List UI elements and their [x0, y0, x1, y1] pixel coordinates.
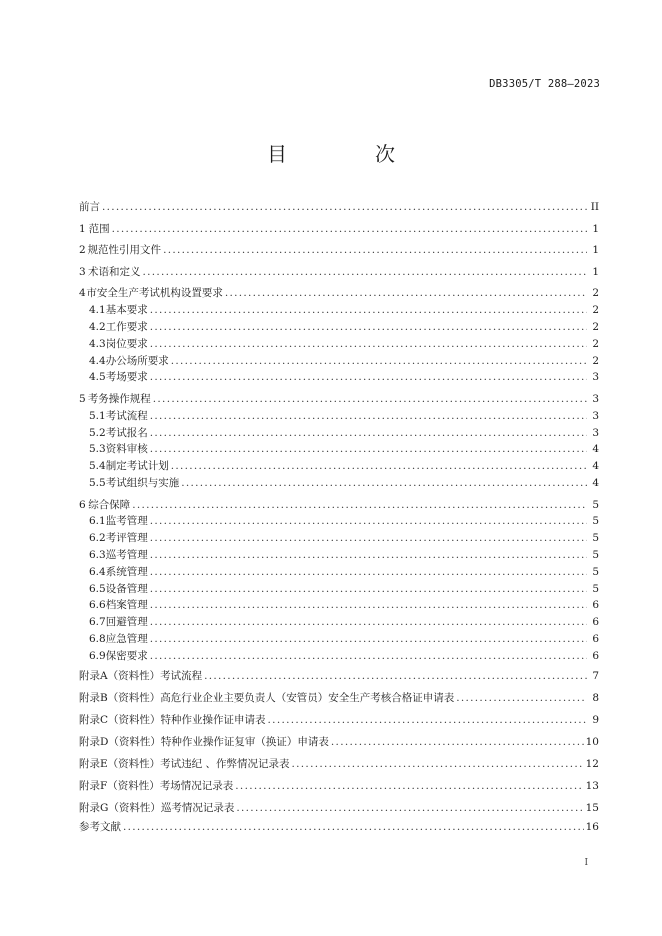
toc-leader-dots [150, 631, 587, 648]
toc-entry-page: 2 [592, 354, 599, 367]
toc-entry-number: 4.3 [89, 337, 106, 350]
toc-entry-number: 附录A（资料性） [79, 669, 161, 682]
toc-entry-page: 6 [592, 649, 599, 662]
toc-entry-number: 4.2 [89, 320, 106, 333]
toc-entry-label: 考场情况记录表 [159, 779, 234, 792]
toc-leader-dots [204, 665, 587, 687]
toc-entry-label: 前言 [79, 201, 100, 213]
toc-entry-page: 5 [592, 548, 599, 561]
toc-entry[interactable] [79, 775, 599, 797]
toc-entry-number: 5.5 [89, 476, 106, 489]
toc-entry-number: 5.2 [89, 426, 106, 439]
toc-entry[interactable] [79, 353, 599, 370]
page-title: 目 次 [267, 142, 429, 166]
toc-leader-dots [236, 797, 583, 819]
toc-entry[interactable] [79, 285, 599, 302]
toc-leader-dots [456, 687, 587, 709]
toc-leader-dots [171, 458, 587, 475]
toc-entry[interactable] [79, 709, 599, 731]
toc-leader-dots [150, 425, 587, 442]
toc-entry[interactable] [79, 597, 599, 614]
toc-entry[interactable] [79, 648, 599, 665]
toc-entry-label: 岗位要求 [105, 337, 148, 350]
toc-entry[interactable] [79, 530, 599, 547]
toc-entry-label: 保密要求 [105, 649, 148, 662]
toc-entry[interactable] [79, 391, 599, 408]
toc-entry-label: 考试报名 [105, 426, 148, 439]
toc-entry-page: 13 [585, 779, 599, 792]
toc-entry[interactable] [79, 631, 599, 648]
toc-entry-label: 工作要求 [105, 320, 148, 333]
toc-entry[interactable] [79, 458, 599, 475]
toc-entry-number: 4.1 [89, 304, 106, 317]
toc-entry-page: II [590, 201, 599, 213]
toc-entry-label: 考试违纪 、作弊情况记录表 [160, 757, 290, 770]
toc-entry[interactable] [79, 731, 599, 753]
toc-entry[interactable] [79, 581, 599, 598]
toc-entry-page: 6 [592, 599, 599, 612]
toc-entry-page: 1 [592, 265, 599, 278]
toc-entry-label: 设备管理 [105, 582, 148, 595]
toc-entry-label: 办公场所要求 [105, 354, 169, 367]
toc-entry-page: 2 [592, 320, 599, 333]
toc-entry-page: 15 [585, 801, 599, 814]
table-of-contents [79, 199, 599, 835]
toc-entry[interactable] [79, 369, 599, 386]
toc-entry-page: 4 [592, 460, 599, 473]
toc-entry-number: 附录E（资料性） [79, 757, 161, 770]
toc-entry-label: 特种作业操作证申请表 [160, 713, 266, 726]
toc-entry-number: 6.3 [89, 548, 106, 561]
toc-entry[interactable] [79, 199, 599, 216]
toc-leader-dots [163, 242, 587, 259]
toc-entry-label: 考场要求 [105, 371, 148, 384]
toc-entry-number: 2 [79, 244, 86, 257]
toc-entry-page: 7 [592, 669, 599, 682]
toc-entry[interactable] [79, 441, 599, 458]
toc-entry-number: 6.5 [89, 582, 106, 595]
toc-leader-dots [112, 221, 587, 238]
toc-entry[interactable] [79, 665, 599, 687]
toc-entry-number: 4.4 [89, 354, 106, 367]
toc-entry-number: 5 [79, 392, 86, 405]
toc-leader-dots [150, 336, 587, 353]
toc-leader-dots [235, 775, 583, 797]
toc-entry[interactable] [79, 336, 599, 353]
toc-entry[interactable] [79, 425, 599, 442]
toc-entry-label: 回避管理 [105, 616, 148, 629]
toc-entry-label: 综合保障 [88, 498, 131, 511]
toc-entry-label: 参考文献 [79, 820, 121, 833]
toc-entry-page: 5 [592, 532, 599, 545]
toc-leader-dots [225, 285, 587, 302]
toc-entry-label: 基本要求 [105, 304, 148, 317]
page-number: I [584, 858, 588, 868]
toc-entry-page: 3 [592, 371, 599, 384]
toc-entry-label: 资料审核 [105, 443, 148, 456]
toc-entry-label: 考试组织与实施 [105, 476, 180, 489]
toc-entry[interactable] [79, 242, 599, 259]
toc-entry-number: 4 [79, 287, 86, 300]
toc-leader-dots [132, 497, 587, 514]
toc-entry-label: 市安全生产考试机构设置要求 [86, 287, 223, 300]
toc-entry-number: 附录C（资料性） [79, 713, 161, 726]
toc-entry[interactable] [79, 319, 599, 336]
toc-entry-label: 规范性引用文件 [87, 244, 162, 257]
toc-leader-dots [150, 564, 587, 581]
toc-leader-dots [150, 441, 587, 458]
toc-entry[interactable] [79, 408, 599, 425]
toc-entry[interactable] [79, 753, 599, 775]
toc-entry-page: 4 [592, 443, 599, 456]
toc-entry[interactable] [79, 497, 599, 514]
toc-entry-page: 1 [592, 244, 599, 257]
toc-entry-page: 5 [592, 515, 599, 528]
toc-entry-number: 附录F（资料性） [79, 779, 160, 792]
toc-entry-number: 6.1 [89, 515, 106, 528]
toc-leader-dots [181, 475, 587, 492]
toc-entry-number: 3 [79, 265, 86, 278]
toc-entry[interactable] [79, 819, 599, 836]
toc-entry-number: 6.6 [89, 599, 106, 612]
toc-entry-page: 2 [592, 287, 599, 300]
toc-leader-dots [153, 391, 587, 408]
toc-entry-page: 5 [592, 582, 599, 595]
toc-entry-label: 系统管理 [105, 565, 148, 578]
toc-entry-label: 制定考试计划 [105, 460, 169, 473]
toc-leader-dots [102, 199, 587, 216]
toc-entry[interactable] [79, 564, 599, 581]
toc-entry-label: 应急管理 [105, 632, 148, 645]
toc-entry-number: 6.9 [89, 649, 106, 662]
toc-leader-dots [268, 709, 587, 731]
toc-entry-page: 3 [592, 409, 599, 422]
toc-leader-dots [150, 302, 587, 319]
toc-entry-number: 6 [79, 498, 86, 511]
toc-entry[interactable] [79, 302, 599, 319]
toc-entry-page: 6 [592, 632, 599, 645]
toc-entry-number: 6.7 [89, 616, 106, 629]
toc-entry-page: 2 [592, 337, 599, 350]
toc-entry-number: 1 [79, 222, 86, 235]
toc-entry-number: 6.4 [89, 565, 106, 578]
toc-leader-dots [150, 614, 587, 631]
toc-entry-label: 考评管理 [105, 532, 148, 545]
toc-entry-label: 巡考管理 [105, 548, 148, 561]
toc-entry-page: 12 [585, 757, 599, 770]
toc-leader-dots [142, 264, 587, 281]
toc-entry-label: 考务操作规程 [87, 392, 151, 405]
toc-entry-label: 特种作业操作证复审（换证）申请表 [160, 735, 329, 748]
document-code: DB3305/T 288—2023 [489, 78, 600, 90]
toc-entry-number: 5.1 [89, 409, 106, 422]
toc-entry[interactable] [79, 797, 599, 819]
toc-leader-dots [150, 530, 587, 547]
toc-entry[interactable] [79, 614, 599, 631]
toc-entry[interactable] [79, 264, 599, 281]
toc-entry-number: 4.5 [89, 371, 106, 384]
toc-entry-page: 5 [592, 498, 599, 511]
toc-entry-label: 高危行业企业主要负责人（安管员）安全生产考核合格证申请表 [160, 691, 455, 704]
toc-entry-label: 档案管理 [105, 599, 148, 612]
toc-entry[interactable] [79, 513, 599, 530]
toc-entry-page: 3 [592, 392, 599, 405]
toc-entry-number: 附录B（资料性） [79, 691, 161, 704]
toc-leader-dots [150, 319, 587, 336]
toc-entry-page: 3 [592, 426, 599, 439]
toc-entry-number: 6.8 [89, 632, 106, 645]
toc-entry-page: 5 [592, 565, 599, 578]
toc-entry-page: 4 [592, 476, 599, 489]
toc-leader-dots [150, 597, 587, 614]
toc-entry-label: 监考管理 [105, 515, 148, 528]
toc-entry-page: 10 [585, 735, 599, 748]
toc-entry[interactable] [79, 475, 599, 492]
toc-leader-dots [150, 369, 587, 386]
toc-entry-label: 考试流程 [105, 409, 148, 422]
toc-entry-number: 6.2 [89, 532, 106, 545]
toc-leader-dots [150, 648, 587, 665]
toc-entry-page: 6 [592, 616, 599, 629]
toc-entry-page: 1 [592, 222, 599, 235]
toc-entry-page: 8 [592, 691, 599, 704]
toc-entry-label: 巡考情况记录表 [160, 801, 235, 814]
toc-entry-label: 范围 [88, 222, 110, 235]
toc-leader-dots [150, 547, 587, 564]
toc-leader-dots [171, 353, 587, 370]
toc-entry-number: 5.3 [89, 443, 106, 456]
toc-entry-number: 附录D（资料性） [79, 735, 161, 748]
toc-leader-dots [150, 513, 587, 530]
toc-entry-label: 考试流程 [160, 669, 203, 682]
toc-entry-number: 5.4 [89, 460, 106, 473]
toc-entry-page: 2 [592, 304, 599, 317]
toc-entry-label: 术语和定义 [87, 265, 141, 278]
toc-leader-dots [150, 408, 587, 425]
toc-leader-dots [331, 731, 584, 753]
toc-leader-dots [292, 753, 584, 775]
toc-entry[interactable] [79, 687, 599, 709]
toc-entry[interactable] [79, 547, 599, 564]
toc-entry-number: 附录G（资料性） [79, 801, 161, 814]
toc-entry[interactable] [79, 221, 599, 238]
toc-entry-page: 16 [585, 820, 599, 833]
toc-entry-page: 9 [592, 713, 599, 726]
toc-leader-dots [150, 581, 587, 598]
toc-leader-dots [123, 819, 584, 836]
